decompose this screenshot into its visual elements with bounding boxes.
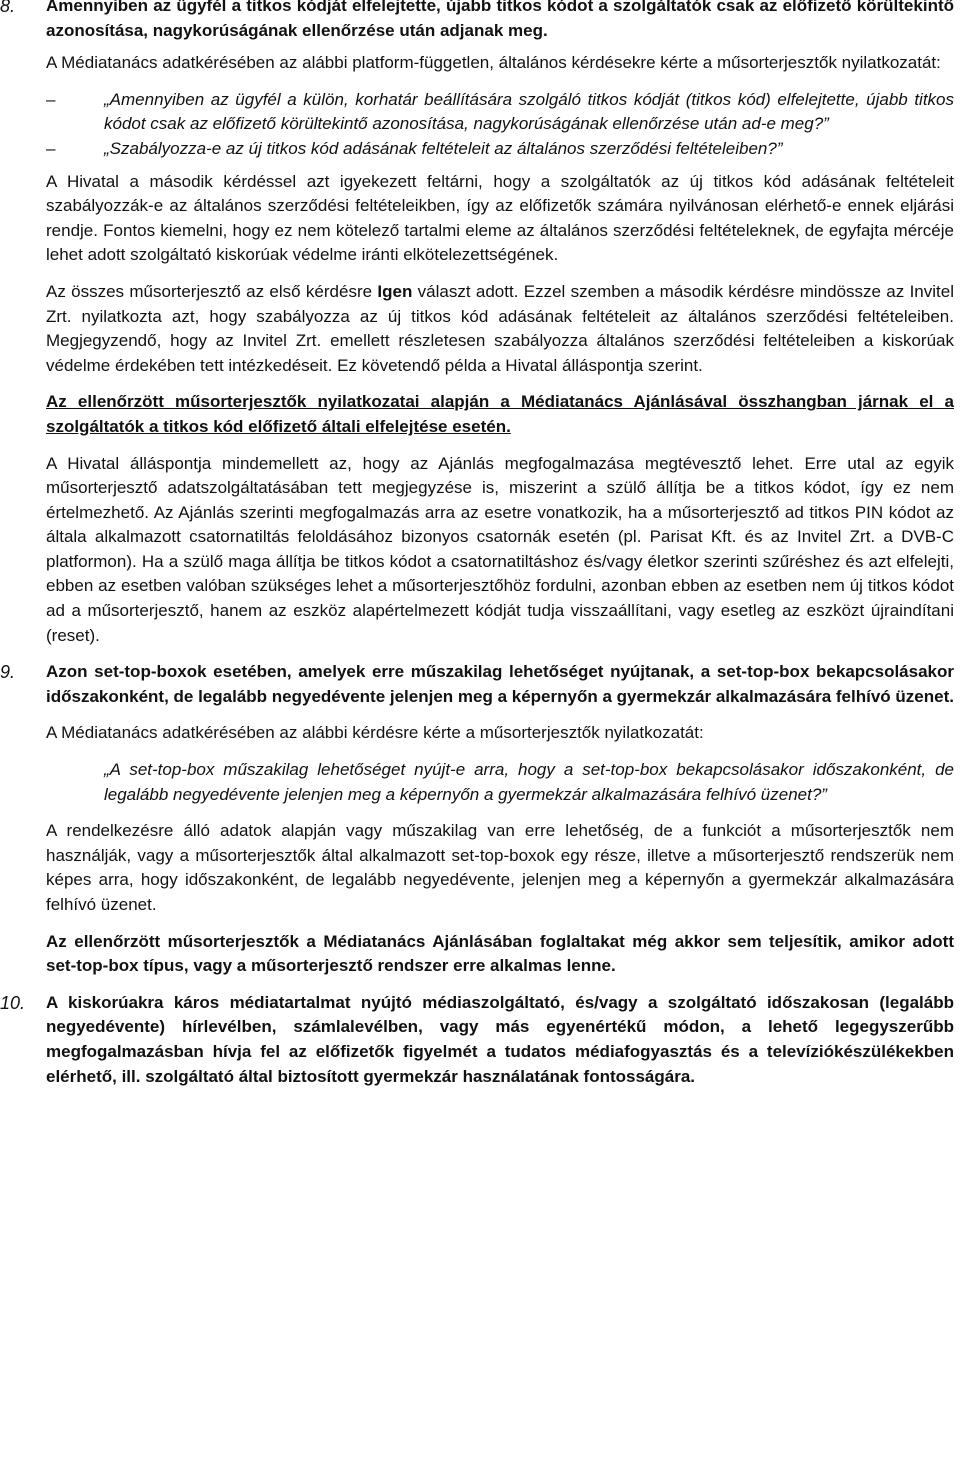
item-10-number: 10. [0, 992, 26, 1013]
dash-bullet: – [46, 138, 56, 158]
item-9-question: „A set-top-box műszakilag lehetőséget nyújt-e arra, hogy a set-top-box bekapcsolásakor időszakonként, de legalább negyedévente jelenjen meg a képernyőn a gyermekzár alkalmazására felhívó üzenet?” [104, 760, 954, 804]
item-9-number: 9. [0, 662, 16, 683]
item-8-question-1 [0, 88, 954, 137]
item-8-intro: A Médiatanács adatkérésében az alábbi platform-független, általános kérdésekre kérte a műsorterjesztők nyilatkozatát: [46, 53, 941, 73]
item-8-p2-start: Az összes műsorterjesztő az első kérdésre [46, 281, 378, 301]
item-8-paragraph-1: A Hivatal a második kérdéssel azt igyekezett feltárni, hogy a szolgáltatók az új titkos kód adásának feltételeit szabályozzák-e az általános szerződési feltételeikben, így az előfizetők számára nyilvánosan elérhető-e ennek eljárási rendje. Fontos kiemelni, hogy ez nem kötelező tartalmi eleme az általános szerződési feltételeknek, de egyfajta mércéje lehet adott szolgáltató kiskorúak védelme iránti elkötelezettségének. [46, 171, 954, 265]
item-8-paragraph-3: A Hivatal álláspontja mindemellett az, hogy az Ajánlás megfogalmazása megtévesztő lehet. Erre utal az egyik műsorterjesztő adatszolgáltatásában tett megjegyzése is, miszerint a szülő állítja be a titkos kódot, így ez nem értelmezhető. Az Ajánlás szerinti megfogalmazás arra az esetre vonatkozik, ha a műsorterjesztő ad titkos PIN kódot az általa alkalmazott csatornatiltás feloldásához bizonyos csatornák esetén (pl. Parisat Kft. és az Invitel Zrt. a DVB-C platformon). Ha a szülő maga állítja be titkos kódot a csatornatiltáshoz és/vagy életkor szerinti szűréshez és azt elfelejti, ebben az esetben valóban szükséges lehet a műsorterjesztőhöz fordulni, azonban ebben az esetben nem új titkos kódot ad a műsorterjesztő, hanem az eszköz alapértelmezett kódját tudja visszaállítani, vagy esetleg az eszközt újraindítani (reset). [46, 453, 954, 645]
item-8-number: 8. [0, 0, 16, 16]
item-8-question-2 [0, 137, 954, 162]
item-8-question-1-text: „Amennyiben az ügyfél a külön, korhatár beállítására szolgáló titkos kódját (titkos kód) elfelejtette, újabb titkos kódot csak az előfizető körültekintő azonosítása, nagykorúságának ellenőrzése után ad-e meg?” [104, 89, 954, 134]
item-8-paragraph-2 [0, 280, 954, 378]
item-9-heading-text: Azon set-top-boxok esetében, amelyek erre műszakilag lehetőséget nyújtanak, a set-top-box bekapcsolásakor időszakonként, de legalább negyedévente jelenjen meg a képernyőn a gyermekzár alkalmazására felhívó üzenet. [46, 662, 954, 706]
item-8-conclusion: Az ellenőrzött műsorterjesztők nyilatkozatai alapján a Médiatanács Ajánlásával összhangban járnak el a szolgáltatók a titkos kód előfizető általi elfelejtése esetén. [46, 392, 954, 436]
dash-bullet: – [46, 89, 56, 109]
item-8-heading-text: Amennyiben az ügyfél a titkos kódját elfelejtette, újabb titkos kódot a szolgáltatók csak az előfizető körültekintő azonosítása, nagykorúságának ellenőrzése után adjanak meg. [46, 0, 954, 40]
item-8-heading [0, 0, 954, 43]
item-9-heading [0, 660, 954, 709]
item-8-p2-igen: Igen [377, 281, 413, 301]
item-10-heading-text: A kiskorúakra káros médiatartalmat nyújtó médiaszolgáltató, és/vagy a szolgáltató időszakosan (legalább negyedévente) hírlevélben, számlalevélben, vagy más egyenértékű módon, a lehető legegyszerűbb megfogalmazásban hívja fel az előfizetők figyelmét a tudatos médiafogyasztás és a televíziókészülékekben elérhető, ill. szolgáltató által biztosított gyermekzár használatának fontosságára. [46, 992, 954, 1086]
item-10-heading [0, 991, 954, 1089]
item-9-paragraph-1: A rendelkezésre álló adatok alapján vagy műszakilag van erre lehetőség, de a funkciót a műsorterjesztők nem használják, vagy a műsorterjesztők által alkalmazott set-top-boxok egy része, illetve a műsorterjesztő rendszerük nem képes arra, hogy időszakonként, de legalább negyedévente, jelenjen meg a képernyőn a gyermekzár alkalmazására felhívó üzenet. [46, 821, 954, 914]
item-8-p2-end: választ adott. Ezzel szemben a második kérdésre mindössze az Invitel Zrt. nyilatkozta azt, hogy szabályozza az új titkos kód adásának feltételeit az általános szerződési feltételeiben. Megjegyzendő, hogy az Invitel Zrt. emellett részletesen szabályozza általános szerződési feltételeiben a kiskorúak védelme érdekében tett intézkedéseit. Ez követendő példa a Hivatal álláspontja szerint. [46, 281, 954, 375]
item-8-question-2-text: „Szabályozza-e az új titkos kód adásának feltételeit az általános szerződési feltételeiben?” [104, 138, 783, 158]
item-9-conclusion: Az ellenőrzött műsorterjesztők a Médiatanács Ajánlásában foglaltakat még akkor sem teljesítik, amikor adott set-top-box típus, vagy a műsorterjesztő rendszer erre alkalmas lenne. [46, 931, 954, 976]
item-9-intro: A Médiatanács adatkérésében az alábbi kérdésre kérte a műsorterjesztők nyilatkozatát: [46, 723, 704, 743]
